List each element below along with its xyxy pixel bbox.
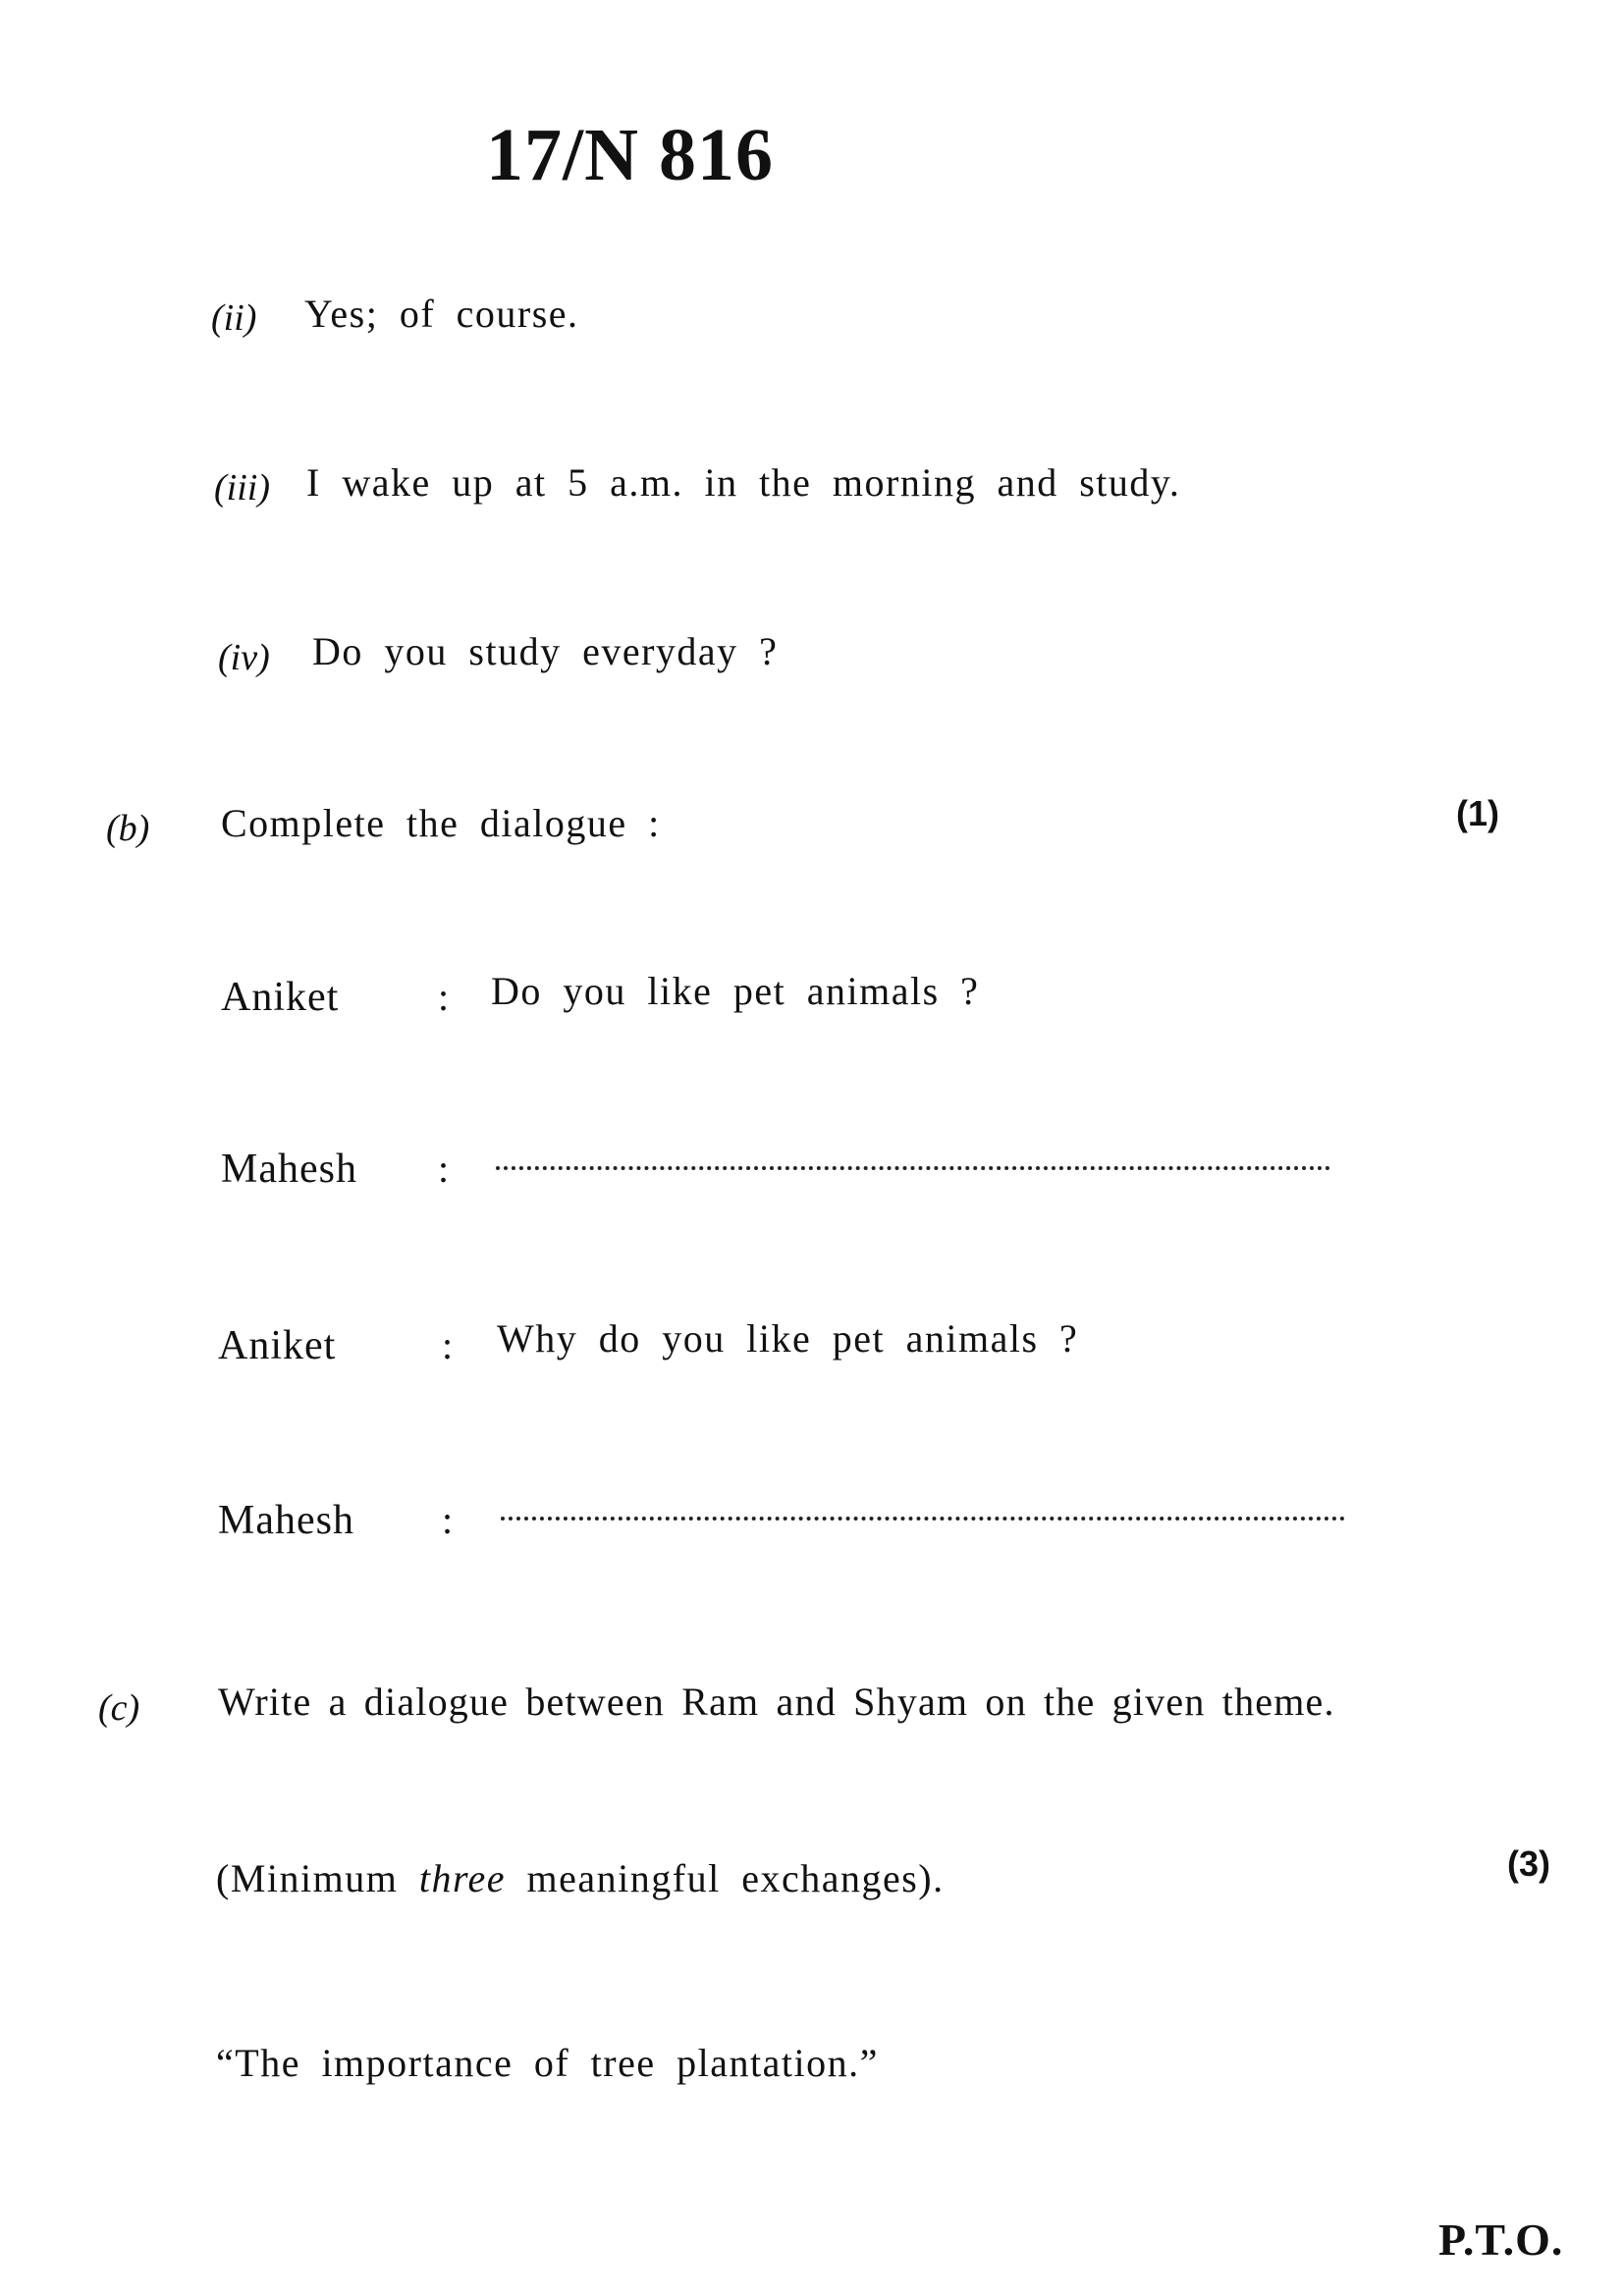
answer-blank-line[interactable] [496, 1166, 1330, 1170]
question-c-marks: (3) [1507, 1843, 1550, 1884]
dialogue-colon: : [438, 1147, 450, 1191]
dialogue-speaker: Aniket [218, 1323, 337, 1368]
question-c-theme: “The importance of tree plantation.” [216, 2041, 879, 2085]
dialogue-colon: : [442, 1323, 454, 1367]
answer-blank-line[interactable] [501, 1517, 1345, 1521]
question-c-condition [216, 1855, 945, 1901]
condition-after: meaningful exchanges). [526, 1856, 945, 1900]
option-text-ii: Yes; of course. [304, 292, 579, 336]
option-number-ii: (ii) [211, 297, 257, 339]
pto-label: P.T.O. [1438, 2215, 1564, 2265]
question-b-marks: (1) [1456, 793, 1499, 833]
dialogue-colon: : [442, 1498, 454, 1542]
condition-emphasis: three [418, 1856, 507, 1900]
option-text-iii: I wake up at 5 a.m. in the morning and study. [306, 460, 1181, 505]
dialogue-colon: : [438, 975, 450, 1019]
paper-code: 17/N 816 [486, 114, 774, 196]
option-number-iv: (iv) [218, 637, 270, 678]
question-b-label: (b) [106, 808, 150, 849]
question-c-instruction: Write a dialogue between Ram and Shyam on the given theme. [218, 1680, 1335, 1724]
dialogue-line: Do you like pet animals ? [491, 969, 980, 1013]
dialogue-speaker: Mahesh [218, 1498, 354, 1543]
condition-before: (Minimum [216, 1856, 399, 1900]
question-b-instruction: Complete the dialogue : [221, 801, 661, 845]
dialogue-speaker: Aniket [221, 975, 340, 1020]
option-number-iii: (iii) [214, 467, 270, 508]
dialogue-speaker: Mahesh [221, 1147, 357, 1192]
question-c-label: (c) [98, 1687, 140, 1729]
dialogue-line: Why do you like pet animals ? [497, 1316, 1079, 1361]
option-text-iv: Do you study everyday ? [312, 629, 779, 673]
